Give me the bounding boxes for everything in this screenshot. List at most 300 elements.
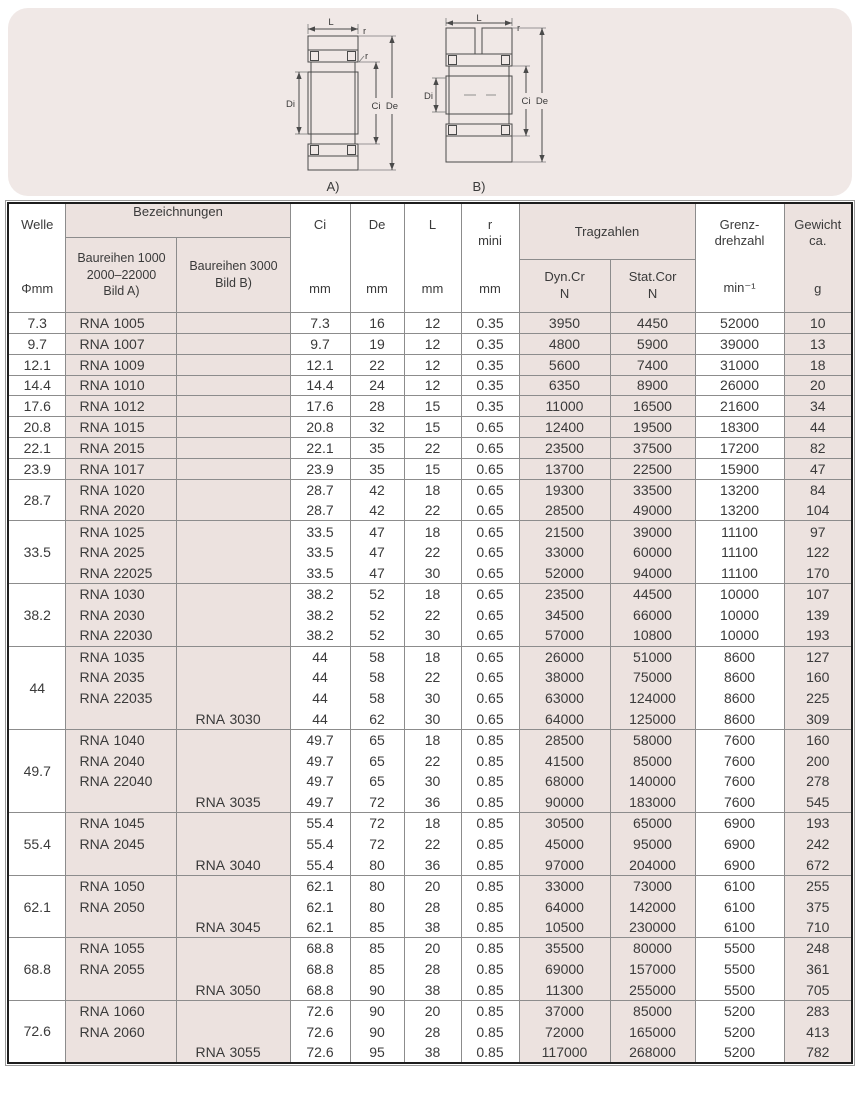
designation-prefix: RNA	[195, 1043, 226, 1060]
cell-l: 22	[404, 834, 461, 855]
cell-l: 20	[404, 875, 461, 896]
dim-label-di: Di	[286, 99, 295, 110]
dim-label-r-top: r	[363, 26, 367, 37]
cell-l: 18	[404, 813, 461, 834]
cell-welle: 7.3	[8, 313, 66, 334]
cell-de: 58	[350, 688, 404, 709]
cell-welle: 33.5	[8, 521, 66, 584]
cell-stat: 165000	[610, 1021, 695, 1042]
cell-speed: 10000	[695, 604, 784, 625]
designation-prefix: RNA	[79, 398, 110, 415]
cell-de: 80	[350, 896, 404, 917]
spec-row	[8, 458, 852, 479]
cell-r: 0.85	[461, 875, 519, 896]
cell-stat: 33500	[610, 479, 695, 500]
cell-stat: 73000	[610, 875, 695, 896]
cell-designation-a	[66, 417, 177, 438]
cell-speed: 13200	[695, 479, 784, 500]
cell-l: 22	[404, 604, 461, 625]
cell-l: 28	[404, 896, 461, 917]
designation-prefix: RNA	[195, 710, 226, 727]
cell-dyn: 37000	[519, 1000, 610, 1021]
baureihe-b-line1: Baureihen 3000	[189, 259, 278, 274]
cell-r: 0.35	[461, 375, 519, 396]
cell-r: 0.65	[461, 438, 519, 459]
cell-ci: 44	[290, 688, 350, 709]
cell-ci: 22.1	[290, 438, 350, 459]
cell-l: 18	[404, 583, 461, 604]
cell-dyn: 45000	[519, 834, 610, 855]
cell-dyn: 41500	[519, 750, 610, 771]
stat-unit: N	[647, 286, 658, 301]
cell-designation-a	[66, 1021, 177, 1042]
cell-stat: 204000	[610, 854, 695, 875]
cell-speed: 6900	[695, 854, 784, 875]
cell-designation-b	[177, 792, 290, 813]
cell-dyn: 35500	[519, 938, 610, 959]
cell-l: 20	[404, 1000, 461, 1021]
cell-ci: 7.3	[290, 313, 350, 334]
cell-r: 0.65	[461, 667, 519, 688]
cell-welle: 55.4	[8, 813, 66, 876]
designation-number: 1020	[113, 481, 145, 498]
cell-de: 72	[350, 834, 404, 855]
cell-designation-b	[177, 500, 290, 521]
cell-speed: 6900	[695, 813, 784, 834]
cell-designation-b	[177, 583, 290, 604]
cell-weight: 160	[784, 729, 852, 750]
cell-de: 35	[350, 458, 404, 479]
cell-speed: 15900	[695, 458, 784, 479]
cell-designation-b	[177, 917, 290, 938]
cell-dyn: 57000	[519, 625, 610, 646]
cell-designation-b	[177, 938, 290, 959]
cell-stat: 142000	[610, 896, 695, 917]
cell-speed: 5500	[695, 938, 784, 959]
cell-ci: 49.7	[290, 750, 350, 771]
cell-l: 28	[404, 1021, 461, 1042]
cell-weight: 361	[784, 959, 852, 980]
cell-de: 52	[350, 604, 404, 625]
l-label: L	[428, 217, 437, 232]
cell-ci: 17.6	[290, 396, 350, 417]
cell-weight: 47	[784, 458, 852, 479]
dim-label-de: De	[535, 96, 549, 107]
cell-dyn: 12400	[519, 417, 610, 438]
cell-stat: 22500	[610, 458, 695, 479]
table-header	[8, 203, 852, 313]
designation-prefix: RNA	[79, 877, 110, 894]
gewicht-label-1: Gewicht	[794, 217, 842, 232]
cell-weight: 255	[784, 875, 852, 896]
cell-designation-b	[177, 771, 290, 792]
cell-ci: 62.1	[290, 896, 350, 917]
designation-prefix: RNA	[79, 627, 110, 644]
cell-designation-a	[66, 500, 177, 521]
cell-speed: 31000	[695, 354, 784, 375]
baureihe-a-line2: 2000–22000	[86, 267, 157, 282]
cell-welle: 44	[8, 646, 66, 729]
cell-weight: 782	[784, 1042, 852, 1063]
cell-l: 30	[404, 688, 461, 709]
spec-row	[8, 771, 852, 792]
cell-welle: 17.6	[8, 396, 66, 417]
cell-weight: 139	[784, 604, 852, 625]
cell-r: 0.65	[461, 709, 519, 730]
cell-ci: 44	[290, 646, 350, 667]
cell-weight: 82	[784, 438, 852, 459]
cell-designation-b	[177, 458, 290, 479]
gewicht-unit: g	[814, 281, 822, 296]
cell-de: 32	[350, 417, 404, 438]
cell-dyn: 52000	[519, 563, 610, 584]
spec-row	[8, 354, 852, 375]
cell-de: 85	[350, 959, 404, 980]
cell-l: 12	[404, 375, 461, 396]
cell-de: 58	[350, 646, 404, 667]
spec-row	[8, 625, 852, 646]
designation-prefix: RNA	[79, 523, 110, 540]
cell-speed: 7600	[695, 771, 784, 792]
cell-dyn: 68000	[519, 771, 610, 792]
col-header-baureihe-b	[177, 237, 290, 312]
cell-r: 0.35	[461, 396, 519, 417]
cell-stat: 85000	[610, 1000, 695, 1021]
cell-weight: 225	[784, 688, 852, 709]
cell-weight: 248	[784, 938, 852, 959]
cell-r: 0.65	[461, 542, 519, 563]
cell-designation-a	[66, 896, 177, 917]
spec-row	[8, 438, 852, 459]
bezeichnungen-label: Bezeichnungen	[133, 204, 223, 219]
designation-prefix: RNA	[79, 836, 110, 853]
dyn-unit: N	[559, 286, 570, 301]
cell-welle: 62.1	[8, 875, 66, 938]
cell-stat: 230000	[610, 917, 695, 938]
designation-prefix: RNA	[79, 752, 110, 769]
cell-weight: 97	[784, 521, 852, 542]
cell-weight: 545	[784, 792, 852, 813]
cell-designation-a	[66, 854, 177, 875]
cell-designation-a	[66, 604, 177, 625]
designation-number: 1050	[113, 877, 145, 894]
cell-speed: 17200	[695, 438, 784, 459]
cell-designation-b	[177, 750, 290, 771]
cell-ci: 33.5	[290, 521, 350, 542]
cell-r: 0.65	[461, 417, 519, 438]
cell-r: 0.65	[461, 646, 519, 667]
cell-speed: 8600	[695, 688, 784, 709]
cell-dyn: 38000	[519, 667, 610, 688]
designation-number: 1040	[113, 732, 145, 749]
diagram-a-caption: A)	[326, 179, 340, 194]
cell-l: 38	[404, 1042, 461, 1063]
cell-weight: 278	[784, 771, 852, 792]
cell-designation-b	[177, 646, 290, 667]
col-header-dyn	[520, 260, 610, 312]
cell-weight: 20	[784, 375, 852, 396]
cell-designation-a	[66, 583, 177, 604]
cell-stat: 58000	[610, 729, 695, 750]
cell-dyn: 4800	[519, 333, 610, 354]
cell-dyn: 19300	[519, 479, 610, 500]
cell-weight: 127	[784, 646, 852, 667]
spec-row	[8, 959, 852, 980]
cell-ci: 33.5	[290, 542, 350, 563]
cell-de: 95	[350, 1042, 404, 1063]
spec-row	[8, 646, 852, 667]
cell-speed: 5500	[695, 980, 784, 1001]
designation-prefix: RNA	[79, 773, 110, 790]
cell-r: 0.65	[461, 500, 519, 521]
spec-row	[8, 1042, 852, 1063]
cell-r: 0.65	[461, 583, 519, 604]
cell-l: 30	[404, 771, 461, 792]
cell-ci: 38.2	[290, 583, 350, 604]
cell-l: 36	[404, 792, 461, 813]
cell-designation-a	[66, 521, 177, 542]
spec-row	[8, 333, 852, 354]
cell-designation-b	[177, 604, 290, 625]
cell-ci: 20.8	[290, 417, 350, 438]
designation-prefix: RNA	[79, 356, 110, 373]
cell-weight: 193	[784, 813, 852, 834]
cell-l: 30	[404, 625, 461, 646]
cell-designation-b	[177, 667, 290, 688]
cell-weight: 710	[784, 917, 852, 938]
cell-designation-a	[66, 875, 177, 896]
cell-designation-a	[66, 458, 177, 479]
cell-dyn: 28500	[519, 500, 610, 521]
designation-prefix: RNA	[79, 439, 110, 456]
cell-dyn: 64000	[519, 709, 610, 730]
cell-dyn: 72000	[519, 1021, 610, 1042]
spec-row	[8, 1000, 852, 1021]
cell-l: 20	[404, 938, 461, 959]
designation-number: 2040	[113, 752, 145, 769]
cell-designation-b	[177, 729, 290, 750]
cell-weight: 672	[784, 854, 852, 875]
designation-number: 3055	[229, 1043, 261, 1060]
designation-prefix: RNA	[79, 961, 110, 978]
cell-l: 15	[404, 396, 461, 417]
cell-r: 0.85	[461, 896, 519, 917]
bearing-spec-table	[7, 202, 853, 1064]
designation-prefix: RNA	[79, 898, 110, 915]
cell-speed: 21600	[695, 396, 784, 417]
cell-speed: 6100	[695, 896, 784, 917]
bearing-diagram-b	[424, 14, 559, 196]
cell-dyn: 63000	[519, 688, 610, 709]
welle-unit: Φmm	[21, 281, 54, 296]
dim-label-ci: Ci	[371, 101, 381, 112]
cell-speed: 7600	[695, 729, 784, 750]
designation-prefix: RNA	[79, 690, 110, 707]
designation-number: 1045	[113, 815, 145, 832]
designation-prefix: RNA	[79, 1003, 110, 1020]
cell-dyn: 6350	[519, 375, 610, 396]
cell-speed: 5200	[695, 1042, 784, 1063]
cell-designation-a	[66, 729, 177, 750]
designation-number: 22035	[113, 690, 153, 707]
designation-number: 1009	[113, 356, 145, 373]
cell-stat: 125000	[610, 709, 695, 730]
cell-r: 0.35	[461, 354, 519, 375]
cell-stat: 255000	[610, 980, 695, 1001]
cell-designation-b	[177, 333, 290, 354]
cell-r: 0.85	[461, 729, 519, 750]
l-unit: mm	[421, 281, 444, 296]
cell-stat: 49000	[610, 500, 695, 521]
cell-r: 0.85	[461, 813, 519, 834]
spec-row	[8, 521, 852, 542]
cell-weight: 122	[784, 542, 852, 563]
cell-de: 65	[350, 750, 404, 771]
cell-ci: 72.6	[290, 1000, 350, 1021]
cell-stat: 157000	[610, 959, 695, 980]
cell-speed: 11100	[695, 521, 784, 542]
cell-l: 22	[404, 542, 461, 563]
cell-designation-b	[177, 896, 290, 917]
designation-number: 1007	[113, 335, 145, 352]
cell-ci: 62.1	[290, 917, 350, 938]
cell-r: 0.85	[461, 750, 519, 771]
designation-prefix: RNA	[79, 669, 110, 686]
cell-designation-b	[177, 1021, 290, 1042]
cell-l: 28	[404, 959, 461, 980]
col-header-baureihe-a	[66, 237, 177, 312]
cell-welle: 20.8	[8, 417, 66, 438]
cell-dyn: 11300	[519, 980, 610, 1001]
cell-l: 18	[404, 479, 461, 500]
cell-ci: 38.2	[290, 604, 350, 625]
cell-de: 85	[350, 938, 404, 959]
cell-ci: 33.5	[290, 563, 350, 584]
cell-r: 0.65	[461, 479, 519, 500]
cell-stat: 94000	[610, 563, 695, 584]
col-header-bezeichnungen	[66, 203, 290, 237]
designation-number: 22040	[113, 773, 153, 790]
cell-weight: 242	[784, 834, 852, 855]
designation-number: 2030	[113, 606, 145, 623]
spec-table-body	[8, 313, 852, 1063]
cell-welle: 12.1	[8, 354, 66, 375]
cell-dyn: 30500	[519, 813, 610, 834]
cell-stat: 183000	[610, 792, 695, 813]
cell-de: 47	[350, 521, 404, 542]
spec-row	[8, 875, 852, 896]
cell-l: 38	[404, 980, 461, 1001]
designation-number: 3030	[229, 710, 261, 727]
cell-de: 52	[350, 625, 404, 646]
cell-designation-b	[177, 959, 290, 980]
designation-number: 3040	[229, 856, 261, 873]
cell-de: 22	[350, 354, 404, 375]
designation-number: 1035	[113, 648, 145, 665]
cell-stat: 95000	[610, 834, 695, 855]
cell-l: 36	[404, 854, 461, 875]
cell-ci: 49.7	[290, 729, 350, 750]
spec-row	[8, 792, 852, 813]
cell-designation-b	[177, 521, 290, 542]
designation-prefix: RNA	[79, 586, 110, 603]
dim-label-l: L	[476, 14, 482, 24]
bearing-diagram-a	[286, 14, 406, 196]
cell-designation-a	[66, 667, 177, 688]
cell-speed: 10000	[695, 625, 784, 646]
cell-dyn: 34500	[519, 604, 610, 625]
baureihe-a-line3: Bild A)	[103, 283, 140, 298]
cell-speed: 7600	[695, 792, 784, 813]
designation-number: 2050	[113, 898, 145, 915]
cell-ci: 49.7	[290, 771, 350, 792]
cell-welle: 23.9	[8, 458, 66, 479]
cell-l: 12	[404, 333, 461, 354]
cell-dyn: 33000	[519, 542, 610, 563]
designation-prefix: RNA	[79, 564, 110, 581]
cell-designation-b	[177, 375, 290, 396]
cell-designation-a	[66, 333, 177, 354]
cell-designation-b	[177, 709, 290, 730]
spec-row	[8, 938, 852, 959]
designation-number: 3035	[229, 794, 261, 811]
cell-designation-a	[66, 813, 177, 834]
col-header-l	[404, 203, 461, 313]
cell-stat: 39000	[610, 521, 695, 542]
cell-weight: 200	[784, 750, 852, 771]
cell-designation-b	[177, 563, 290, 584]
designation-number: 22025	[113, 564, 153, 581]
ci-unit: mm	[309, 281, 331, 296]
cell-dyn: 23500	[519, 438, 610, 459]
cell-de: 47	[350, 563, 404, 584]
cell-de: 65	[350, 771, 404, 792]
cell-r: 0.65	[461, 688, 519, 709]
cell-r: 0.85	[461, 917, 519, 938]
designation-number: 2015	[113, 439, 145, 456]
cell-welle: 22.1	[8, 438, 66, 459]
cell-designation-a	[66, 980, 177, 1001]
cell-designation-a	[66, 313, 177, 334]
de-label: De	[368, 217, 386, 232]
cell-r: 0.85	[461, 938, 519, 959]
col-header-stat	[610, 260, 695, 312]
cell-designation-b	[177, 417, 290, 438]
cell-designation-a	[66, 709, 177, 730]
cell-r: 0.85	[461, 771, 519, 792]
cell-l: 38	[404, 917, 461, 938]
cell-welle: 49.7	[8, 729, 66, 812]
cell-speed: 7600	[695, 750, 784, 771]
cell-dyn: 33000	[519, 875, 610, 896]
cell-ci: 49.7	[290, 792, 350, 813]
diagram-b-caption: B)	[472, 179, 486, 194]
cell-designation-b	[177, 438, 290, 459]
cell-dyn: 13700	[519, 458, 610, 479]
cell-de: 65	[350, 729, 404, 750]
cell-de: 80	[350, 854, 404, 875]
cell-designation-a	[66, 917, 177, 938]
cell-dyn: 5600	[519, 354, 610, 375]
designation-number: 1055	[113, 940, 145, 957]
cell-stat: 75000	[610, 667, 695, 688]
cell-speed: 39000	[695, 333, 784, 354]
ci-label: Ci	[313, 217, 327, 232]
col-header-welle	[8, 203, 66, 313]
cell-speed: 8600	[695, 709, 784, 730]
cell-dyn: 26000	[519, 646, 610, 667]
cell-r: 0.35	[461, 313, 519, 334]
